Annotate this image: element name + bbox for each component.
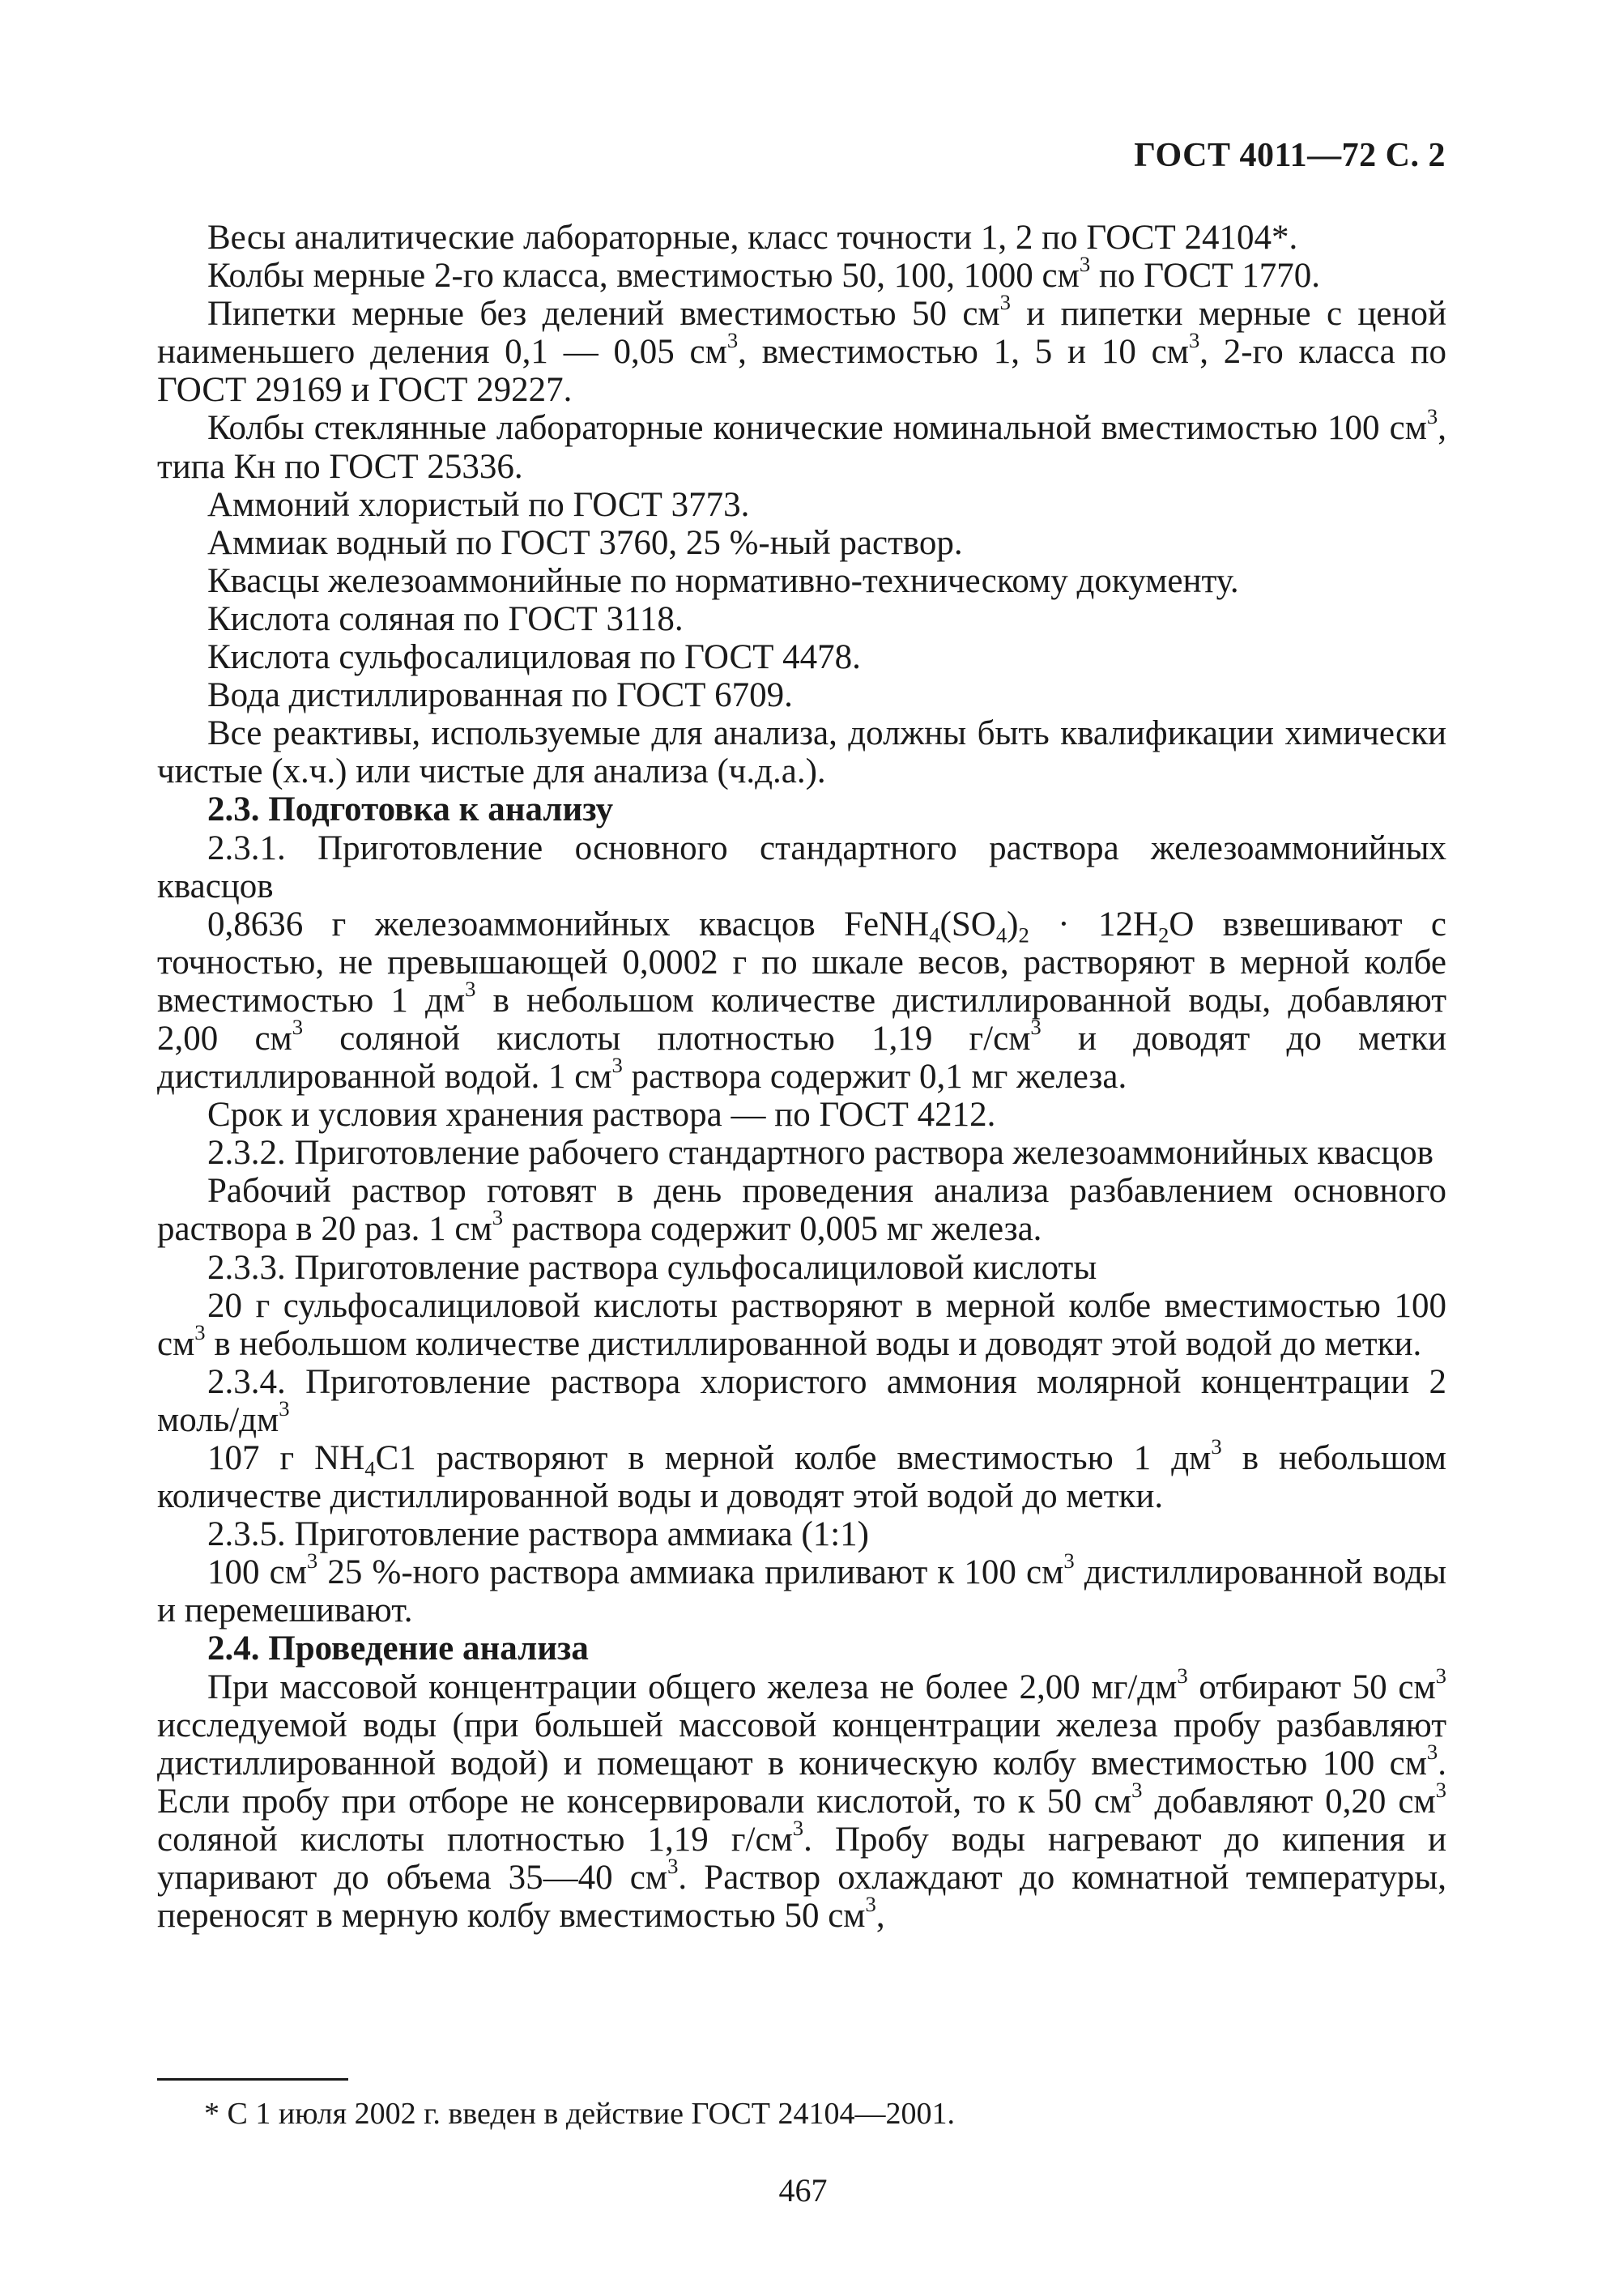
running-head: ГОСТ 4011—72 С. 2 — [1134, 137, 1446, 174]
paragraph-22: 100 $см^3$ 25 %-ного раствора аммиака приливают к 100 $см^3$ дистиллированной воды и перемешивают. — [157, 1548, 1446, 1630]
paragraph-11: Все реактивы, используемые для анализа, должны быть квалификации химически чистые (х.ч.) или чистые для анализа (ч.д.а.). — [157, 714, 1446, 791]
paragraph-13: 0,8636 г железоаммонийных квасцов $FeNH_4(SO_4)_2 \cdot 12H_2O$ взвешивают с точностью, не превышающей 0,0002 г по шкале весов, растворяют в мерной колбе вместимостью 1 $дм^3$ в небольшом количестве дистиллированной воды, добавляют 2,00 $см^3$ соляной кислоты плотностью 1,19 $г/см^3$ и доводят до метки дистиллированной водой. 1 $см^3$ раствора содержит 0,1 мг железа. — [157, 905, 1447, 1097]
section-heading-2-4: 2.4. Проведение анализа — [207, 1629, 589, 1668]
paragraph-2: Колбы мерные 2-го класса, вместимостью 50, 100, 1000 $см^3$ по ГОСТ 1770. — [207, 251, 1321, 296]
paragraph-12: 2.3.1. Приготовление основного стандартного раствора железоаммонийных квасцов — [157, 829, 1446, 905]
section-heading-2-3: 2.3. Подготовка к анализу — [207, 790, 614, 829]
paragraph-17: 2.3.3. Приготовление раствора сульфосалициловой кислоты — [207, 1248, 1097, 1287]
paragraph-16: Рабочий раствор готовят в день проведения анализа разбавлением основного раствора в 20 раз. 1 $см^3$ раствора содержит 0,005 мг железа. — [157, 1172, 1446, 1249]
paragraph-1: Весы аналитические лабораторные, класс точности 1, 2 по ГОСТ 24104*. — [207, 219, 1298, 257]
paragraph-4: Колбы стеклянные лабораторные конические номинальной вместимостью 100 $см^3$, типа Кн по ГОСТ 25336. — [157, 404, 1446, 486]
paragraph-14: Срок и условия хранения раствора — по ГОСТ 4212. — [207, 1096, 996, 1135]
paragraph-8: Кислота соляная по ГОСТ 3118. — [207, 599, 684, 638]
paragraph-6: Аммиак водный по ГОСТ 3760, 25 %-ный раствор. — [207, 523, 963, 562]
paragraph-15: 2.3.2. Приготовление рабочего стандартного раствора железоаммонийных квасцов — [207, 1134, 1433, 1173]
paragraph-18: 20 г сульфосалициловой кислоты растворяют в мерной колбе вместимостью 100 $см^3$ в небольшом количестве дистиллированной воды и доводят этой водой до метки. — [157, 1286, 1446, 1363]
paragraph-20: 107 г $NH_4C1$ растворяют в мерной колбе вместимостью 1 $дм^3$ в небольшом количестве дистиллированной воды и доводят этой водой до метки. — [157, 1433, 1446, 1516]
paragraph-19: 2.3.4. Приготовление раствора хлористого аммония молярной концентрации 2 моль/$дм^3$ — [157, 1362, 1446, 1439]
paragraph-21: 2.3.5. Приготовление раствора аммиака (1:1) — [207, 1515, 869, 1554]
paragraph-5: Аммоний хлористый по ГОСТ 3773. — [207, 485, 750, 524]
paragraph-10: Вода дистиллированная по ГОСТ 6709. — [207, 676, 793, 715]
paragraph-7: Квасцы железоаммонийные по нормативно-техническому документу. — [207, 561, 1239, 600]
paragraph-3: Пипетки мерные без делений вместимостью 50 $см^3$ и пипетки мерные с ценой наименьшего деления 0,1 — 0,05 $см^3$, вместимостью 1, 5 и 10 $см^3$, 2-го класса по ГОСТ 29169 и ГОСТ 29227. — [157, 290, 1446, 410]
paragraph-9: Кислота сульфосалициловая по ГОСТ 4478. — [207, 638, 861, 677]
paragraph-23: При массовой концентрации общего железа не более 2,00 $мг/дм^3$ отбирают 50 $см^3$ исследуемой воды (при большей массовой концентрации железа пробу разбавляют дистиллированной водой) и помещают в коническую колбу вместимостью 100 $см^3$. Если пробу при отборе не консервировали кислотой, то к 50 $см^3$ добавляют 0,20 $см^3$ соляной кислоты плотностью 1,19 $г/см^3$. Пробу воды нагревают до кипения и упаривают до объема 35—40 $см^3$. Раствор охлаждают до комнатной температуры, переносят в мерную колбу вместимостью 50 $см^3$, — [157, 1663, 1447, 1936]
footnote-divider — [157, 2078, 348, 2081]
body-text — [157, 219, 1446, 1935]
page-number: 467 — [778, 2172, 828, 2209]
footnote: * С 1 июля 2002 г. введен в действие ГОСТ 24104—2001. — [204, 2097, 956, 2131]
